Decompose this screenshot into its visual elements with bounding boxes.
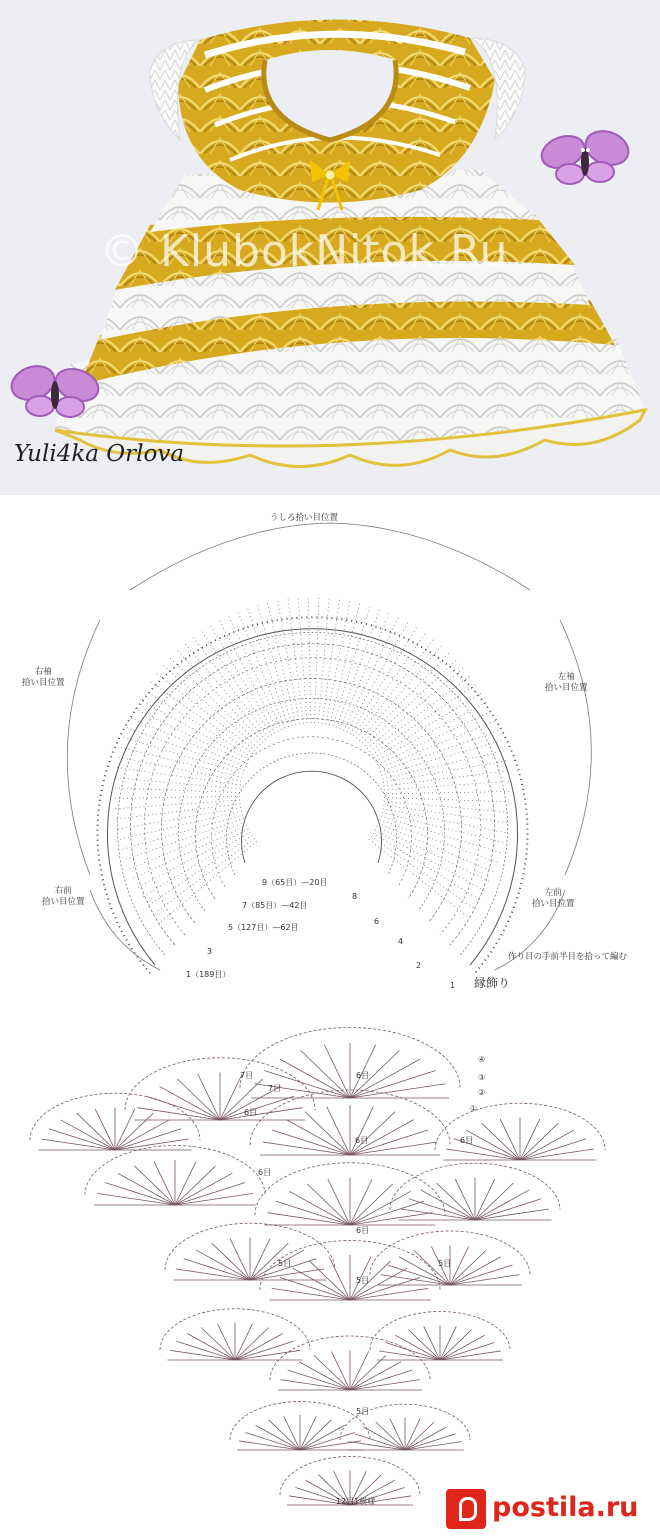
dress-photo [0, 0, 660, 495]
round-mark: ④ [478, 1055, 486, 1064]
row-label-7: 7（85目）—42目 [242, 901, 308, 910]
lace-row-label: 6目 [460, 1136, 474, 1145]
repeat-label: 12目1模様 [336, 1497, 376, 1506]
lace-row-label: 5目 [356, 1407, 370, 1416]
shell-lace-diagram [0, 1000, 660, 1538]
right-sleeve-label: 右袖 拾い目位置 [22, 667, 65, 688]
row-label-1: 1（189目） [186, 970, 231, 979]
lace-chart [0, 1000, 660, 1538]
round-mark: ② [478, 1088, 486, 1097]
postila-logo [446, 1489, 486, 1529]
row-label-9: 9（65目）—20目 [262, 878, 328, 887]
lace-row-label: 7目 [268, 1084, 282, 1093]
lace-row-label: 6目 [356, 1071, 370, 1080]
row-label-1-right: 1 [450, 981, 456, 990]
left-front-label: 左前 拾い目位置 [532, 888, 575, 909]
lace-row-label: 6目 [356, 1226, 370, 1235]
row-label-5: 5（127目）—62目 [228, 923, 299, 932]
row-label-2: 2 [416, 961, 422, 970]
postila-site: postila.ru [492, 1492, 639, 1523]
right-front-label: 右前 拾い目位置 [42, 886, 85, 907]
row-label-4: 4 [398, 937, 404, 946]
back-pickup-label: うしろ拾い目位置 [270, 513, 339, 523]
postila-badge [440, 1480, 660, 1538]
yoke-diagram [0, 495, 660, 1000]
round-mark: ③ [478, 1073, 486, 1082]
row-label-8: 8 [352, 892, 358, 901]
round-mark: ① [470, 1104, 478, 1113]
signature: Yuli4ka Orlova [14, 441, 185, 467]
lace-row-label: 6目 [244, 1108, 258, 1117]
row-label-6: 6 [374, 917, 380, 926]
row-label-3: 3 [207, 947, 213, 956]
edging-title: 縁飾り [474, 976, 511, 990]
watermark: © KlubokNitok.Ru [100, 226, 509, 277]
lace-row-label: 5目 [438, 1259, 452, 1268]
lace-row-label: 5目 [356, 1276, 370, 1285]
lace-row-label: 6目 [355, 1136, 369, 1145]
lace-row-label: 6目 [258, 1168, 272, 1177]
left-sleeve-label: 左袖 拾い目位置 [545, 672, 588, 693]
lace-row-label: 5目 [278, 1259, 292, 1268]
lace-row-label: 7目 [240, 1071, 254, 1080]
edging-note: 作り目の手前半目を拾って編む [508, 952, 628, 962]
yoke-chart [0, 495, 660, 1000]
